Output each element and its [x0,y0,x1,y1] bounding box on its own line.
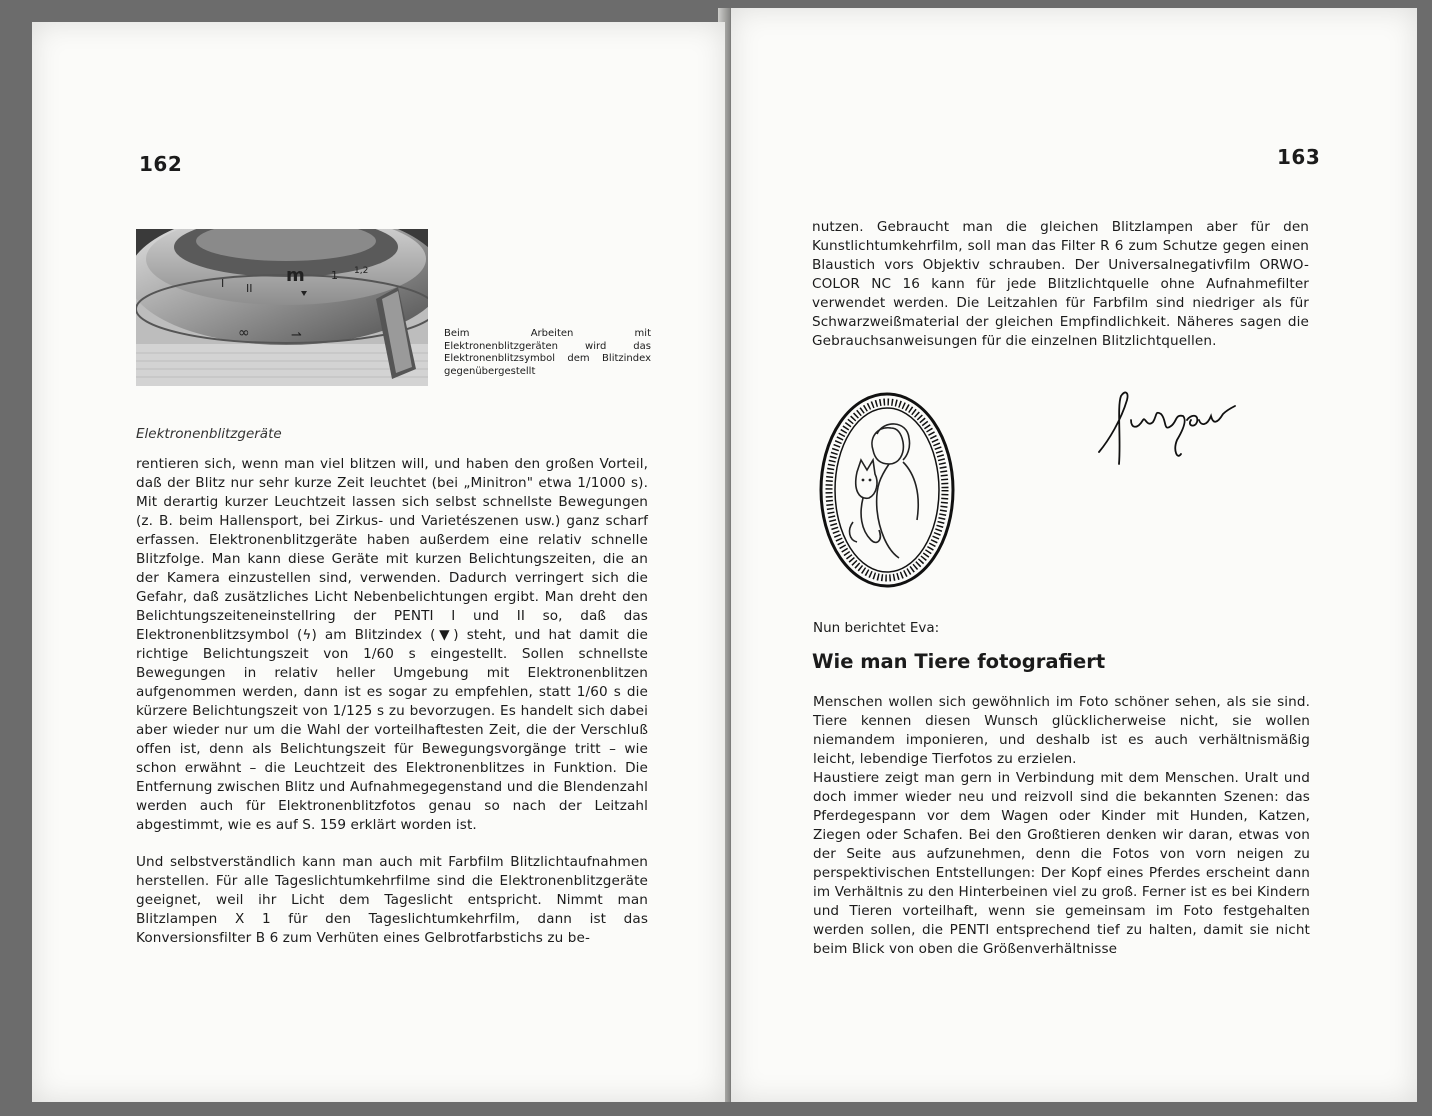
woman-holding-cat-medallion-illustration [817,390,957,594]
camera-dial-icon [136,229,428,386]
page-number-right: 163 [1277,145,1321,169]
left-paragraph-2: Und selbstverständlich kann man auch mit Farbfilm Blitzlichtaufnahmen herstellen. Für alle Tageslichtumkehrfilme sind die Elektronenblitzgeräte geeignet, weil ihr Licht dem Tageslicht entspricht. Nimmt man Blitzlampen X 1 für den Tageslichtumkehrfilm, dann ist das Konversionsfilter B 6 zum Verhüten eines Gelbrotfarbstichs zu be- [136,854,648,946]
right-body-text [813,693,1310,959]
svg-text:1: 1 [331,269,338,282]
signature-icon [1091,380,1241,470]
page-number-left: 162 [139,152,183,176]
photo-caption: Beim Arbeiten mit Elektronenblitzgeräten wird das Elektronenblitzsymbol dem Blitzindex gegenübergestellt [444,328,651,377]
intro-line: Nun berichtet Eva: [813,620,940,636]
camera-lens-dial-photo [136,229,428,386]
svg-text:II: II [246,282,253,295]
right-paragraph-1: Menschen wollen sich gewöhnlich im Foto schöner sehen, als sie sind. Tiere kennen diesen Wunsch glücklicherweise nicht, sie wollen niemandem imponieren, und deshalb ist es auch verhältnismäßig leicht, lebendige Tierfotos zu erzielen. [813,694,1310,767]
left-page [32,22,725,1102]
left-body-text [136,455,648,948]
svg-text:⇀: ⇀ [291,328,302,343]
svg-text:I: I [221,277,225,290]
section-label: Elektronenblitzgeräte [136,426,282,442]
medallion-icon [817,390,957,590]
right-top-paragraph: nutzen. Gebraucht man die gleichen Blitzlampen aber für den Kunstlichtumkehrfilm, soll man das Filter R 6 zum Schutze gegen einen Blaustich vors Objektiv schrauben. Der Universalnegativfilm ORWO-COLOR NC 16 kann für jede Blitzlichtquelle ohne Aufnahmefilter verwendet werden. Die Leitzahlen für Farbfilm sind niedriger als für Schwarzweißmaterial der gleichen Empfindlichkeit. Näheres sagen die Gebrauchsanweisungen für die einzelnen Blitzlichtquellen. [812,219,1309,349]
svg-text:∞: ∞ [238,325,250,341]
right-page [731,8,1417,1102]
svg-text:1,2: 1,2 [354,266,369,276]
svg-text:m: m [286,265,305,286]
left-paragraph-1: rentieren sich, wenn man viel blitzen will, und haben den großen Vorteil, daß der Blitz nur sehr kurze Zeit leuchtet (bei „Minitron" etwa 1/1000 s). Mit derartig kurzer Leuchtzeit lassen sich selbst schnellste Bewegungen (z. B. beim Hallensport, bei Zirkus- und Varietészenen usw.) ganz scharf erfassen. Elektronenblitzgeräte haben außerdem eine relativ schnelle Blitzfolge. Man kann diese Geräte mit kurzen Belichtungszeiten, die an der Kamera einzustellen sind, verwenden. Dadurch verringert sich die Gefahr, daß zusätzliches Licht Nebenbelichtungen ergibt. Man dreht den Belichtungszeiteneinstellring der PENTI I und II so, daß das Elektronenblitzsymbol (ϟ) am Blitzindex (▼) steht, und hat damit die richtige Belichtungszeit von 1/60 s eingestellt. Sollen schnellste Bewegungen in relativ heller Umgebung mit Elektronenblitzen aufgenommen werden, dann ist es sogar zu empfehlen, statt 1/60 s die kürzere Belichtungszeit von 1/125 s zu bevorzugen. Es handelt sich dabei aber wieder nur um die Wahl der vorteilhaftesten Zeit, die der Verschluß offen ist, denn als Belichtungszeit für Bewegungsvorgänge tritt – wie schon erwähnt – die Leuchtzeit des Elektronenblitzes in Funktion. Die Entfernung zwischen Blitz und Aufnahmegegenstand und die Blendenzahl werden auch für Elektronenblitzfotos genau so nach der Leitzahl abgestimmt, wie es auf S. 159 erklärt worden ist. [136,456,648,833]
chapter-heading: Wie man Tiere fotografiert [812,650,1106,673]
right-paragraph-2: Haustiere zeigt man gern in Verbindung mit dem Menschen. Uralt und doch immer wieder neu und reizvoll sind die bekannten Szenen: das Pferdegespann vor dem Wagen oder Kinder mit Hunden, Katzen, Ziegen oder Schafen. Bei den Großtieren denken wir daran, etwas von der Seite aus aufzunehmen, denn die Fotos von vorn neigen zu perspektivischen Entstellungen: Der Kopf eines Pferdes erscheint dann im Verhältnis zu den Hinterbeinen viel zu groß. Ferner ist es bei Kindern und Tieren vorteilhaft, wenn sie gemeinsam im Foto festgehalten werden sollen, die PENTI entsprechend tief zu halten, damit sie nicht beim Blick von oben die Größenverhältnisse [813,770,1310,957]
signature-juergen [1091,380,1241,474]
